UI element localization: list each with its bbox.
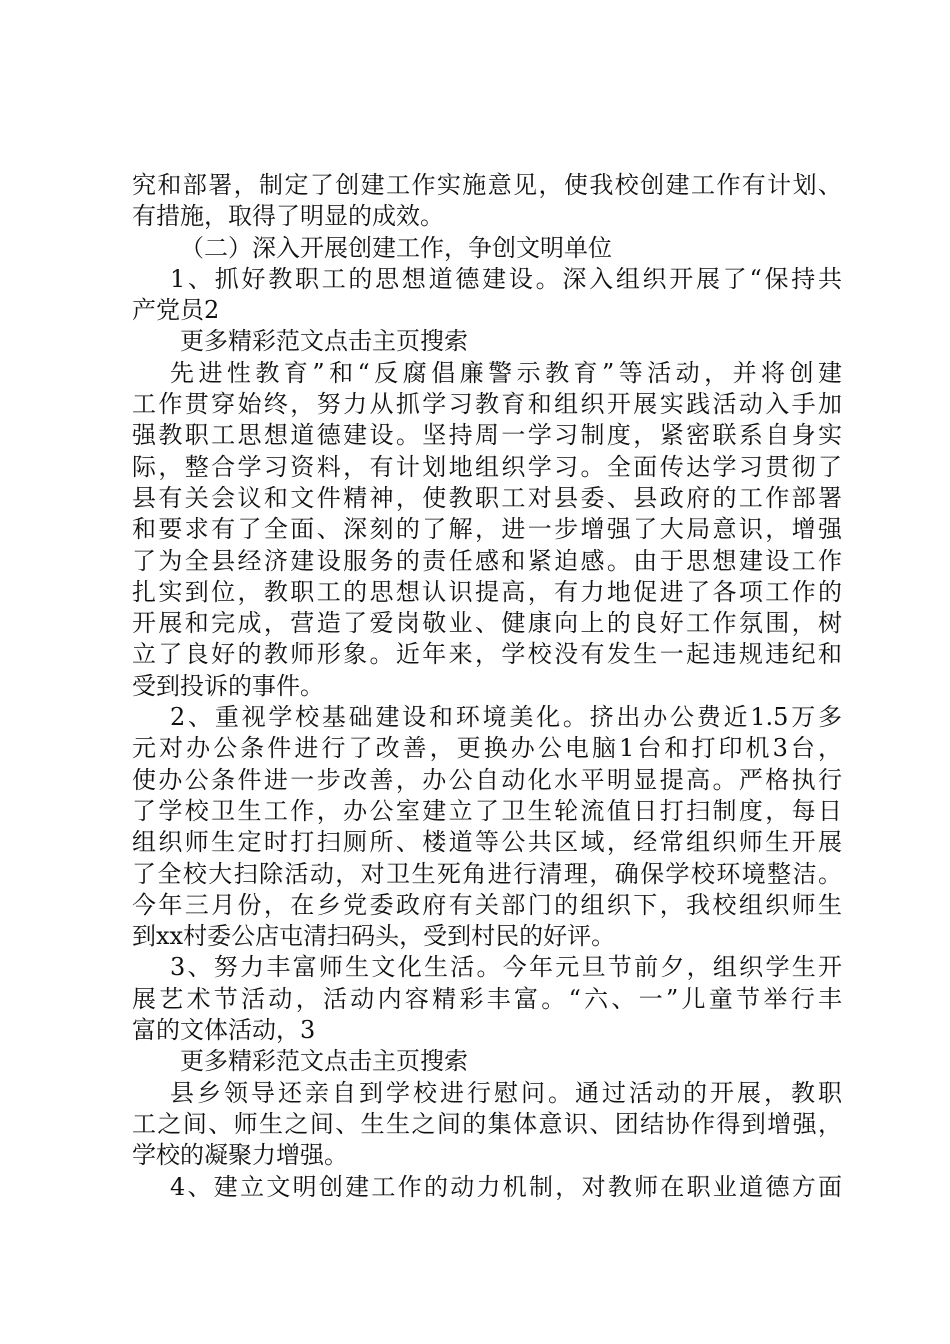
text-line: 了学校卫生工作，办公室建立了卫生轮流值日打扫制度，每日 — [132, 796, 842, 825]
text-line: 县乡领导还亲自到学校进行慰问。通过活动的开展，教职 — [170, 1078, 842, 1107]
text-line: 和要求有了全面、深刻的了解，进一步增强了大局意识，增强 — [132, 515, 842, 544]
text-line: 产党员2 — [132, 296, 220, 325]
document-body — [132, 170, 842, 1203]
text-line: 受到投诉的事件。 — [132, 671, 324, 700]
promo-line: 更多精彩范文点击主页搜索 — [180, 327, 468, 356]
text-line: 际，整合学习资料，有计划地组织学习。全面传达学习贯彻了 — [132, 452, 842, 481]
text-line: 1、抓好教职工的思想道德建设。深入组织开展了“保持共 — [170, 264, 842, 293]
text-line: 工作贯穿始终，努力从抓学习教育和组织开展实践活动入手加 — [132, 390, 842, 419]
text-line: 究和部署，制定了创建工作实施意见，使我校创建工作有计划、 — [132, 171, 842, 199]
text-line: 工之间、师生之间、生生之间的集体意识、团结协作得到增强， — [132, 1109, 842, 1138]
text-line: 先进性教育”和“反腐倡廉警示教育”等活动，并将创建 — [170, 358, 842, 387]
text-line: 富的文体活动，3 — [132, 1016, 316, 1045]
text-line: 开展和完成，营造了爱岗敬业、健康向上的良好工作氛围，树 — [132, 609, 842, 638]
text-line: 立了良好的教师形象。近年来，学校没有发生一起违规违纪和 — [132, 640, 842, 669]
text-line: 扎实到位，教职工的思想认识提高，有力地促进了各项工作的 — [132, 577, 842, 606]
text-line: 4、建立文明创建工作的动力机制，对教师在职业道德方面 — [170, 1172, 842, 1201]
text-line: 组织师生定时打扫厕所、楼道等公共区域，经常组织师生开展 — [132, 828, 842, 857]
text-line: 今年三月份，在乡党委政府有关部门的组织下，我校组织师生 — [132, 890, 842, 919]
promo-line: 更多精彩范文点击主页搜索 — [180, 1047, 468, 1076]
text-line: 使办公条件进一步改善，办公自动化水平明显提高。严格执行 — [132, 765, 842, 794]
text-line: 2、重视学校基础建设和环境美化。挤出办公费近1.5万多 — [170, 703, 842, 732]
text-line: 县有关会议和文件精神，使教职工对县委、县政府的工作部署 — [132, 483, 842, 512]
text-line: 元对办公条件进行了改善，更换办公电脑1台和打印机3台， — [132, 734, 842, 763]
text-line: 3、努力丰富师生文化生活。今年元旦节前夕，组织学生开 — [170, 953, 842, 982]
text-line: 了全校大扫除活动，对卫生死角进行清理，确保学校环境整洁。 — [132, 859, 842, 888]
text-line: 到xx村委公店屯清扫码头，受到村民的好评。 — [132, 922, 616, 951]
text-line: 了为全县经济建设服务的责任感和紧迫感。由于思想建设工作 — [132, 546, 842, 575]
text-line: 强教职工思想道德建设。坚持周一学习制度，紧密联系自身实 — [132, 421, 842, 450]
text-line: 学校的凝聚力增强。 — [132, 1141, 348, 1170]
section-heading: （二）深入开展创建工作，争创文明单位 — [180, 233, 612, 262]
text-line: 有措施，取得了明显的成效。 — [132, 202, 444, 231]
text-line: 展艺术节活动，活动内容精彩丰富。“六、一”儿童节举行丰 — [132, 984, 842, 1013]
